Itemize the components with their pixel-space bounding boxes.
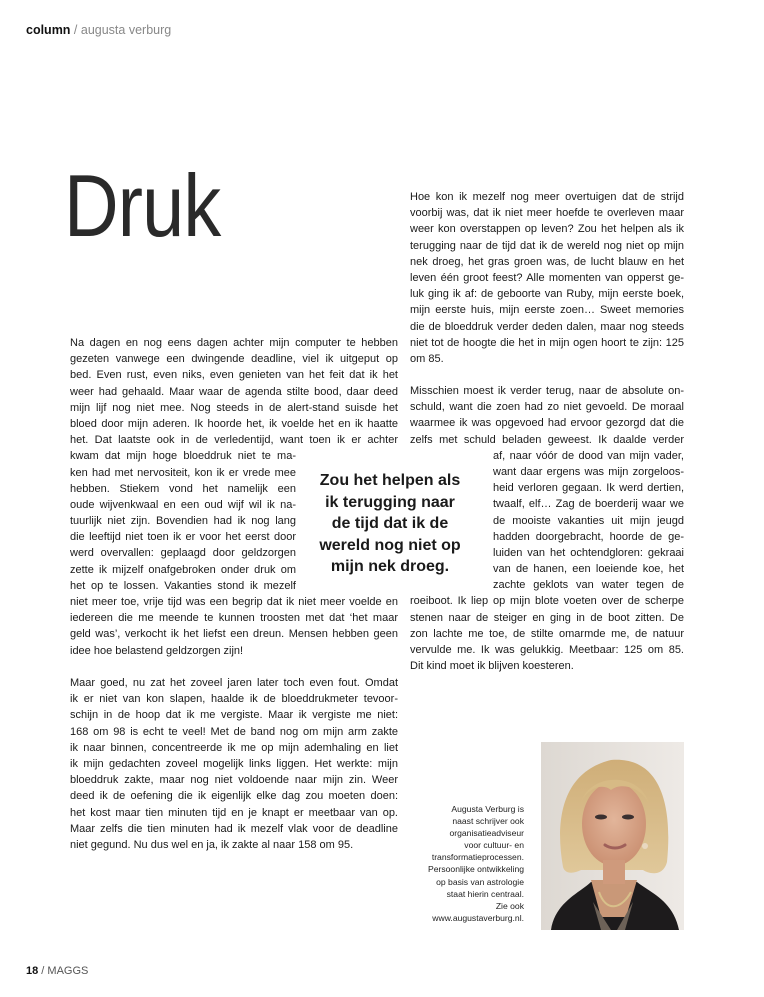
text-line: niet meer toe, vrije tijd was een begrip dat ik niet meer voelde en <box>70 596 398 608</box>
text-line: vervulde me. Ik was gelukkig. Meetbaar: 125 om 85. <box>410 644 684 656</box>
left-column-paragraph-2 <box>70 675 398 853</box>
text-line: zon lachte me toe, de stilte omarmde me, de natuur <box>410 627 684 640</box>
text-line: de mooiste vakanties uit mijn jeugd <box>493 514 684 527</box>
text-line: mijn eerste huis, mijn eerste zoen… Sweet memories <box>410 304 684 317</box>
page-footer <box>26 965 88 977</box>
text-line: Misschien moest ik verder terug, naar de absolute on- <box>410 385 684 397</box>
caption-line: op basis van astrologie <box>436 876 524 887</box>
text-line: die de bloeddruk verder deden dalen, maar nog steeds <box>410 320 684 333</box>
pull-quote-line: Zou het helpen als <box>319 472 461 489</box>
text-line: het. Dat laatste ook in de verledentijd, want toen ik er achter <box>70 434 398 447</box>
text-line: deed ik de oefening die ik eigenlijk elke dag zou moeten doen: <box>70 790 398 803</box>
text-line: schijn in de hoop dat ik me vergiste. Maar ik vergiste me niet: <box>70 709 398 722</box>
pull-quote-line: mijn nek droeg. <box>330 558 450 575</box>
text-line: iedereen die me meende te kunnen troosten met dat ‘het maar <box>70 612 398 625</box>
text-line: 168 om 98 is echt te veel! Met de band nog om mijn arm zakte <box>70 725 398 738</box>
text-line: terugging naar de tijd dat ik de wereld nog niet op mijn <box>410 239 684 252</box>
header-separator: / <box>70 23 81 37</box>
text-line: bloed door mijn aderen. Ik hoorde het, ik voelde het en ik haatte <box>70 417 398 430</box>
text-line: heid verloren gegaan. Ik werd dertien, <box>493 482 684 495</box>
text-line: Maar zelfs die tien minuten had ik mezelf vlak voor de deadline <box>70 822 398 835</box>
text-line: die leeftijd niet toen ik er voor het eerst door <box>70 531 296 544</box>
text-line: weer kon overstappen op leven? Zou het helpen als ik <box>410 223 684 236</box>
text-line: het op te lossen. Vakanties stond ik mezelf <box>70 579 296 592</box>
text-line: ik mijn gedachten zoveel mogelijk links liggen. Het werkte: mijn <box>70 757 398 770</box>
caption-line: www.augustaverburg.nl. <box>432 912 524 923</box>
text-line: weer had gehaald. Maar waar de agenda stilte bood, daar deed <box>70 385 398 398</box>
text-line: nek droeg, het gras groen was, de lucht blauw en het <box>410 255 684 268</box>
author-caption <box>400 803 524 924</box>
text-line: hadden doorgebracht, hoorde de ge- <box>493 530 684 543</box>
text-line: Na dagen en nog eens dagen achter mijn computer te hebben <box>70 337 398 349</box>
text-line: gezeten vanwege een dwingende deadline, viel ik uitgeput op <box>70 353 398 366</box>
text-line: niet tot de hoogte die het in mijn ogen hoort te zijn: 125 <box>410 336 684 349</box>
caption-line: voor cultuur- en <box>464 840 524 851</box>
text-line: geld was’, verkocht ik het liefst een dreun. Mensen hebben geen <box>70 628 398 641</box>
text-line: oude wijvenkwaal en een oud wijf wil ik na- <box>70 498 296 511</box>
text-line: idee hoe belastend geldzorgen zijn! <box>70 644 244 657</box>
section-label: column <box>26 23 71 37</box>
text-line: Dit kind moet ik blijven koesteren. <box>410 660 574 673</box>
text-line: zette ik mijzelf onafgebroken onder druk om <box>70 563 296 576</box>
text-line: Maar goed, nu zat het zoveel jaren later toch even fout. Omdat <box>70 677 398 689</box>
pull-quote <box>306 470 474 578</box>
caption-line: Persoonlijke ontwikkeling <box>427 864 524 875</box>
text-line: hebben. Stiekem vond het namelijk een <box>70 482 296 495</box>
text-line: want daar ergens was mijn zorgeloos- <box>493 465 684 478</box>
text-line: zelfs met schuld beladen geweest. Ik daalde verder <box>410 433 684 446</box>
text-line: luiden van het ochtendgloren: gekraai <box>493 546 684 559</box>
text-line: tuurlijk niet zijn. Bovendien had ik nog lang <box>70 515 296 528</box>
text-line: roeiboot. Ik liep op mijn blote voeten over de scherpe <box>410 595 684 608</box>
text-line: niet gegund. Nu dus wel en ja, ik zakte al naar 158 om 95. <box>70 838 354 851</box>
pull-quote-line: wereld nog niet op <box>319 536 461 554</box>
caption-line: organisatieadviseur <box>449 828 524 839</box>
text-line: twaalf, elf… Zag de boerderij waar we <box>493 498 684 511</box>
text-line: kwam dat mijn hoge bloeddruk niet te ma- <box>70 450 296 463</box>
right-column-paragraph-1 <box>410 189 684 367</box>
author-photo <box>541 742 684 930</box>
text-line: ik naar binnen, concentreerde ik me op mijn ademhaling en liet <box>70 741 398 754</box>
text-line: het kost maar tien minuten tijd en je knapt er meetbaar van op. <box>70 806 398 819</box>
text-line: voorbij was, dat ik niet meer hoefde te overleven maar <box>410 207 684 220</box>
text-line: bloeddruk zakte, maar nog niet voldoende naar mijn zin. Weer <box>70 774 398 787</box>
caption-line: Augusta Verburg is <box>451 804 524 814</box>
page-number: 18 <box>26 965 39 977</box>
text-line: bed. Even rust, even niks, even genieten van het feit dat ik het <box>70 369 398 382</box>
text-line: ik er niet van kon slapen, haalde ik de bloeddrukmeter tevoor- <box>70 693 398 706</box>
text-line: Hoe kon ik mezelf nog meer overtuigen dat de strijd <box>410 191 684 203</box>
text-line: luk ging ik af: de geboorte van Ruby, mijn eerste boek, <box>410 288 684 301</box>
text-line: om 85. <box>410 352 444 365</box>
pull-quote-line: ik terugging naar <box>325 493 455 511</box>
caption-line: Zie ook <box>495 900 524 911</box>
text-line: ken had met nervositeit, kon ik er vrede mee <box>70 466 296 479</box>
article-title: Druk <box>64 156 221 255</box>
text-line: zachte geklots van water tegen de <box>493 579 684 592</box>
text-line: waarmee ik was opgevoed had ervoor gezorgd dat die <box>410 417 684 430</box>
text-line: af, naar vóór de dood van mijn vader, <box>493 449 684 462</box>
pull-quote-line: de tijd dat ik de <box>331 515 449 532</box>
text-line: mijn lijf nog niet mee. Nog steeds in de alert-stand suisde het <box>70 401 398 414</box>
text-line: van de hanen, een loeiende koe, het <box>493 563 684 576</box>
text-line: schuld, want die zoen had zo niet gevoeld. De moraal <box>410 401 684 414</box>
text-line: leven één groot feest? Alle momenten van opperst ge- <box>410 271 684 284</box>
caption-line: staat hierin centraal. <box>446 888 524 899</box>
caption-line: naast schrijver ook <box>452 816 524 827</box>
text-line: werd overvallen: geplaagd door geldzorgen <box>70 547 296 560</box>
magazine-name: MAGGS <box>47 965 89 977</box>
text-line: stenen naar de steiger en ging in de boot zitten. De <box>410 611 684 624</box>
section-header <box>26 23 171 37</box>
caption-line: transformatieprocessen. <box>431 852 524 863</box>
footer-separator: / <box>38 965 48 977</box>
author-label: augusta verburg <box>80 23 172 37</box>
